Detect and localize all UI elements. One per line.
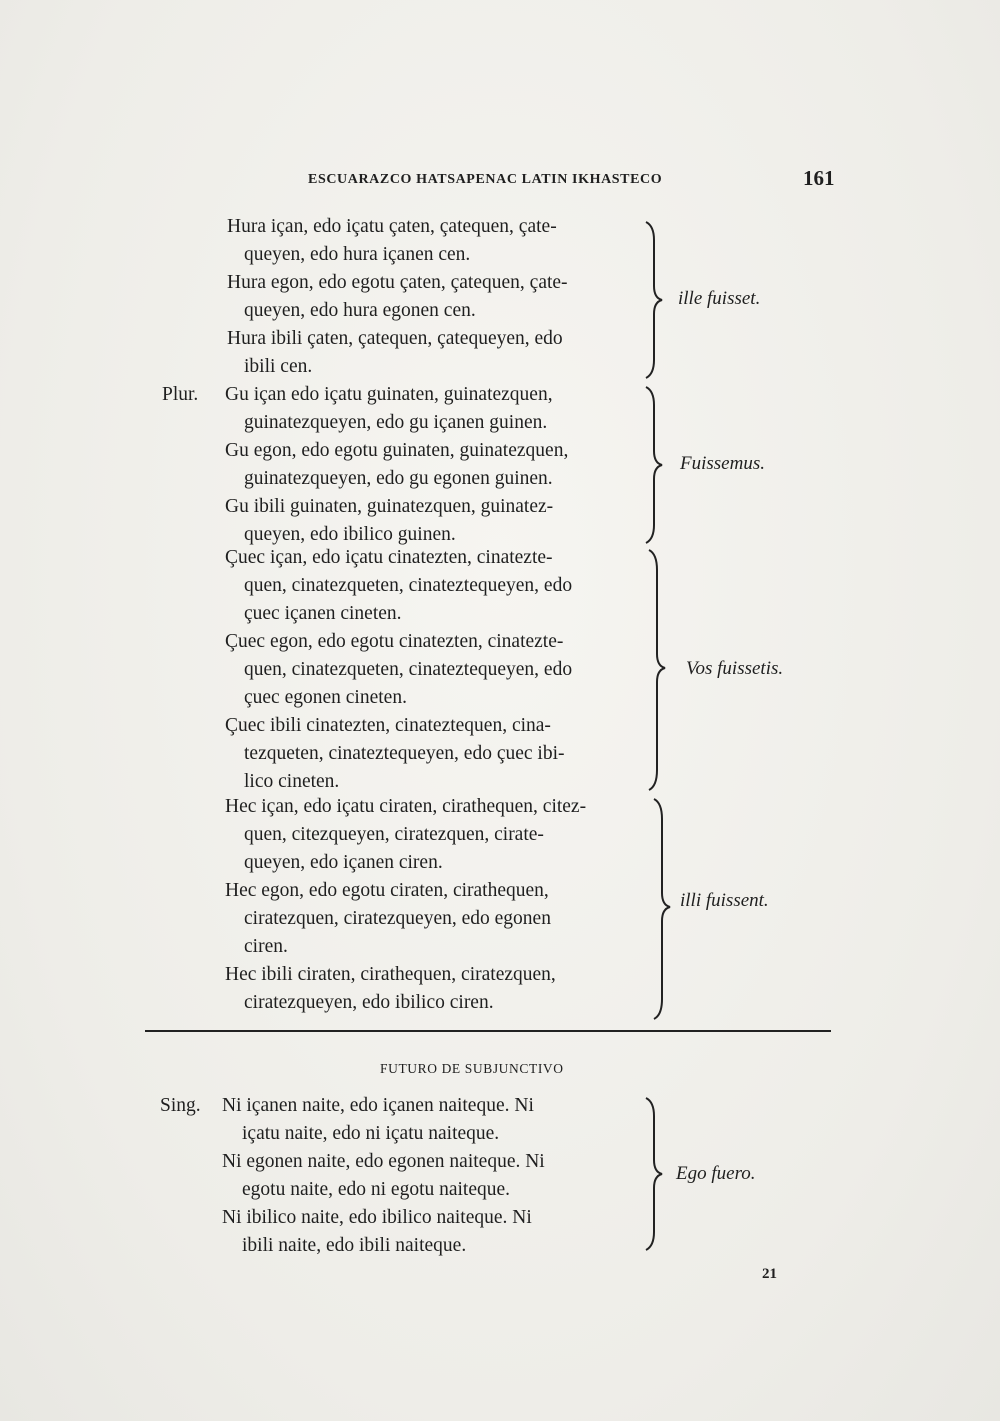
section-title: FUTURO DE SUBJUNCTIVO bbox=[380, 1061, 564, 1076]
text-line: ciren. bbox=[244, 936, 288, 957]
brace-sing bbox=[642, 220, 666, 380]
text-line: quen, citezqueyen, ciratezquen, cirate- bbox=[244, 824, 544, 845]
gloss-illi: illi fuissent. bbox=[680, 890, 769, 911]
gloss-vos: Vos fuissetis. bbox=[686, 658, 784, 679]
text-line: çuec egonen cineten. bbox=[244, 687, 407, 708]
text-line: Ni içanen naite, edo içanen naiteque. Ni bbox=[222, 1095, 534, 1116]
running-header: ESCUARAZCO HATSAPENAC LATIN IKHASTECO bbox=[308, 172, 663, 187]
text-line: queyen, edo içanen ciren. bbox=[244, 852, 443, 873]
text-line: lico cineten. bbox=[244, 771, 340, 792]
text-line: Hura ibili çaten, çatequen, çatequeyen, edo bbox=[227, 328, 563, 349]
text-line: Ni egonen naite, edo egonen naiteque. Ni bbox=[222, 1151, 545, 1172]
text-line: Gu ibili guinaten, guinatezquen, guinatez- bbox=[225, 496, 554, 517]
text-line: Çuec egon, edo egotu cinatezten, cinatezte- bbox=[225, 631, 564, 652]
text-line: quen, cinatezqueten, cinateztequeyen, edo bbox=[244, 659, 573, 680]
brace-future bbox=[642, 1096, 666, 1252]
text-line: Hec egon, edo egotu ciraten, cirathequen, bbox=[225, 880, 549, 901]
plur-label: Plur. bbox=[162, 384, 199, 405]
sing-label: Sing. bbox=[160, 1095, 201, 1116]
text-line: Çuec içan, edo içatu cinatezten, cinatezte- bbox=[225, 547, 553, 568]
text-line: Hec içan, edo içatu ciraten, cirathequen, citez- bbox=[225, 796, 587, 817]
signature-mark: 21 bbox=[762, 1266, 777, 1282]
text-line: ciratezquen, ciratezqueyen, edo egonen bbox=[244, 908, 551, 929]
gloss-future: Ego fuero. bbox=[676, 1163, 756, 1184]
text-line: Hec ibili ciraten, cirathequen, ciratezquen, bbox=[225, 964, 556, 985]
brace-illi bbox=[650, 797, 674, 1021]
text-line: Hura içan, edo içatu çaten, çatequen, çate- bbox=[227, 216, 557, 237]
page-number: 161 bbox=[803, 166, 835, 190]
text-line: queyen, edo hura egonen cen. bbox=[244, 300, 476, 321]
text-line: tezqueten, cinateztequeyen, edo çuec ibi- bbox=[244, 743, 565, 764]
text-line: içatu naite, edo ni içatu naiteque. bbox=[242, 1123, 500, 1144]
brace-vos bbox=[645, 548, 669, 792]
section-divider bbox=[145, 1030, 831, 1032]
text-line: ibili cen. bbox=[244, 356, 313, 377]
text-line: guinatezqueyen, edo gu içanen guinen. bbox=[244, 412, 548, 433]
text-line: quen, cinatezqueten, cinateztequeyen, edo bbox=[244, 575, 573, 596]
text-line: çuec içanen cineten. bbox=[244, 603, 402, 624]
text-line: Gu içan edo içatu guinaten, guinatezquen, bbox=[225, 384, 553, 405]
gloss-plur: Fuissemus. bbox=[680, 453, 765, 474]
text-line: ibili naite, edo ibili naiteque. bbox=[242, 1235, 467, 1256]
text-line: guinatezqueyen, edo gu egonen guinen. bbox=[244, 468, 553, 489]
text-line: queyen, edo ibilico guinen. bbox=[244, 524, 456, 545]
text-line: Hura egon, edo egotu çaten, çatequen, çate- bbox=[227, 272, 568, 293]
text-line: queyen, edo hura içanen cen. bbox=[244, 244, 471, 265]
text-line: Gu egon, edo egotu guinaten, guinatezquen, bbox=[225, 440, 569, 461]
text-line: egotu naite, edo ni egotu naiteque. bbox=[242, 1179, 511, 1200]
gloss-sing: ille fuisset. bbox=[678, 288, 761, 309]
text-line: Çuec ibili cinatezten, cinateztequen, cina- bbox=[225, 715, 551, 736]
text-line: Ni ibilico naite, edo ibilico naiteque. Ni bbox=[222, 1207, 532, 1228]
brace-plur bbox=[642, 385, 666, 545]
text-line: ciratezqueyen, edo ibilico ciren. bbox=[244, 992, 494, 1013]
